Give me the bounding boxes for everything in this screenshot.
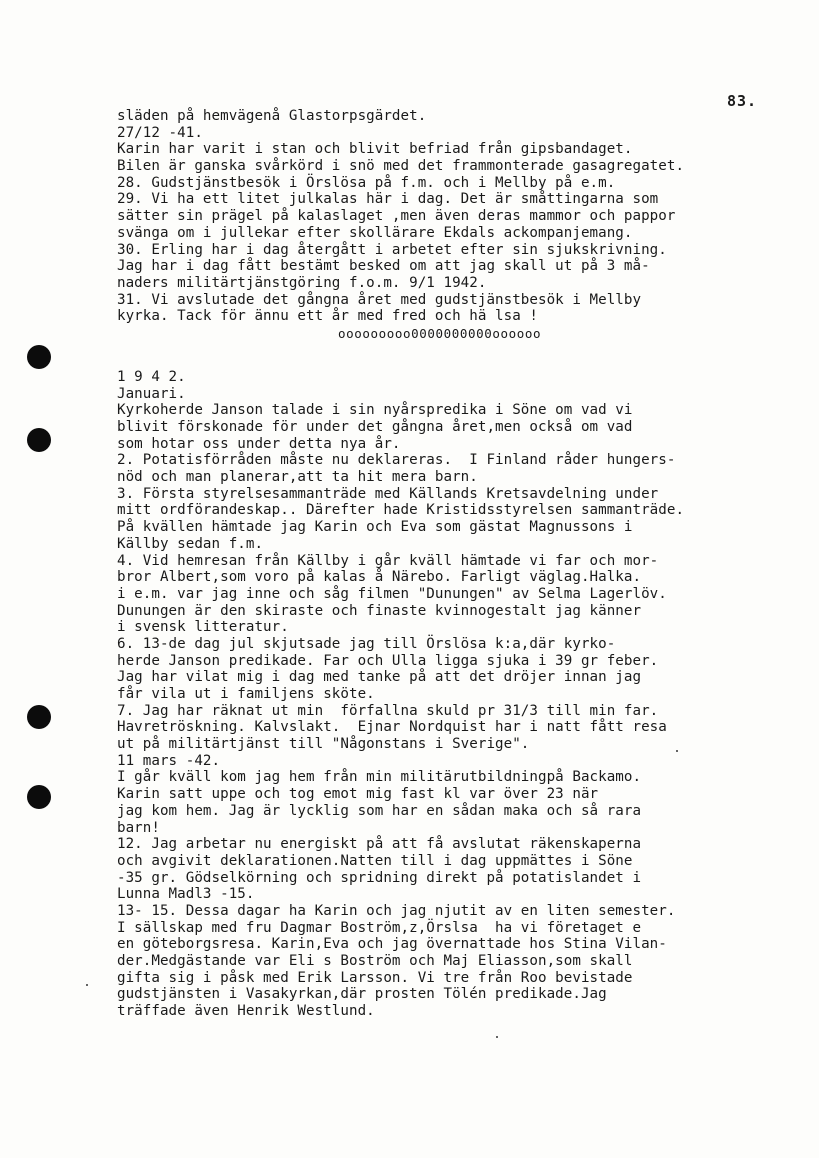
text-line: 2. Potatisförråden måste nu deklareras. I Finland råder hungers- [117, 452, 676, 469]
text-line: der.Medgästande var Eli s Boström och Maj Eliasson,som skall [117, 953, 633, 969]
text-line: och avgivit deklarationen.Natten till i dag uppmättes i Söne [117, 852, 633, 869]
text-line: Kyrkoherde Janson talade i sin nyårspredika i Söne om vad vi [117, 402, 633, 419]
scan-speck [86, 984, 88, 986]
separator-line: ooooooooo0000000000oooooo [338, 325, 542, 341]
text-line: nöd och man planerar,att ta hit mera barn. [117, 469, 478, 486]
text-line: blivit förskonade för under det gångna året,men också om vad [117, 419, 633, 435]
text-line: gudstjänsten i Vasakyrkan,där prosten Tölén predikade.Jag [117, 986, 607, 1003]
text-line: i svensk litteratur. [117, 619, 289, 636]
page-number: 83. [727, 92, 758, 110]
text-line: Lunna Madl3 -15. [117, 886, 255, 903]
text-line: i e.m. var jag inne och såg filmen "Dunungen" av Selma Lagerlöv. [117, 585, 667, 602]
text-line: släden på hemvägenå Glastorpsgärdet. [117, 108, 427, 124]
punch-hole [27, 345, 51, 369]
text-line: I sällskap med fru Dagmar Boström,z,Örslsa ha vi företaget e [117, 919, 642, 936]
text-line: Jag har i dag fått bestämt besked om att jag skall ut på 3 må- [117, 258, 650, 275]
spacer [117, 342, 797, 369]
text-line: 31. Vi avslutade det gångna året med gudstjänstbesök i Mellby [117, 291, 642, 308]
text-line: 6. 13-de dag jul skjutsade jag till Örslösa k:a,där kyrko- [117, 635, 616, 652]
text-line: 11 mars -42. [117, 752, 221, 769]
text-line: gifta sig i påsk med Erik Larsson. Vi tre från Roo bevistade [117, 969, 633, 986]
text-line: kyrka. Tack för ännu ett år med fred och hä lsa ! [117, 308, 538, 325]
text-line: bror Albert,som voro på kalas å Närebo. Farligt väglag.Halka. [117, 569, 642, 586]
text-line: ut på militärtjänst till "Någonstans i Sverige". [117, 736, 530, 753]
text-line: Jag har vilat mig i dag med tanke på att det dröjer innan jag [117, 669, 642, 686]
punch-hole [27, 785, 51, 809]
entries-1941 [117, 108, 797, 325]
text-line: Karin har varit i stan och blivit befriad från gipsbandaget. [117, 141, 633, 158]
text-line: mitt ordförandeskap.. Därefter hade Kristidsstyrelsen sammanträde. [117, 502, 685, 519]
text-line: 29. Vi ha ett litet julkalas här i dag. Det är småttingarna som [117, 191, 659, 208]
punch-hole [27, 428, 51, 452]
text-line: barn! [117, 819, 160, 836]
text-line: svänga om i jullekar efter skollärare Ekdals ackompanjemang. [117, 224, 633, 241]
diary-text [117, 108, 797, 1020]
text-line: 30. Erling har i dag återgått i arbetet efter sin sjukskrivning. [117, 241, 667, 258]
punch-hole [27, 705, 51, 729]
text-line: 13- 15. Dessa dagar ha Karin och jag njutit av en liten semester. [117, 902, 676, 919]
text-line: Havretröskning. Kalvslakt. Ejnar Nordquist har i natt fått resa [117, 719, 667, 736]
entries-1942 [117, 369, 797, 1020]
text-line: Källby sedan f.m. [117, 535, 264, 552]
text-line: herde Janson predikade. Far och Ulla ligga sjuka i 39 gr feber. [117, 652, 659, 669]
text-line: 12. Jag arbetar nu energiskt på att få avslutat räkenskaperna [117, 836, 642, 853]
text-line: I går kväll kom jag hem från min militärutbildningpå Backamo. [117, 769, 642, 786]
text-line: -35 gr. Gödselkörning och spridning direkt på potatislandet i [117, 869, 642, 886]
text-line: Karin satt uppe och tog emot mig fast kl var över 23 när [117, 786, 599, 803]
text-line: naders militärtjänstgöring f.o.m. 9/1 1942. [117, 274, 487, 291]
text-line: 3. Första styrelsesammanträde med Källands Kretsavdelning under [117, 485, 659, 502]
text-line: får vila ut i familjens sköte. [117, 686, 375, 702]
text-line: På kvällen hämtade jag Karin och Eva som gästat Magnussons i [117, 519, 633, 536]
text-line: Januari. [117, 385, 186, 402]
text-line: en göteborgsresa. Karin,Eva och jag övernattade hos Stina Vilan- [117, 936, 667, 953]
text-line: som hotar oss under detta nya år. [117, 435, 401, 452]
text-line: 4. Vid hemresan från Källby i går kväll hämtade vi far och mor- [117, 552, 659, 569]
scan-speck [496, 1036, 498, 1038]
text-line: Bilen är ganska svårkörd i snö med det frammonterade gasagregatet. [117, 158, 685, 175]
text-line: 28. Gudstjänstbesök i Örslösa på f.m. och i Mellby på e.m. [117, 174, 616, 191]
text-line: Dunungen är den skiraste och finaste kvinnogestalt jag känner [117, 602, 642, 619]
text-line: sätter sin prägel på kalaslaget ,men även deras mammor och pappor [117, 208, 676, 225]
text-line: träffade även Henrik Westlund. [117, 1003, 375, 1020]
text-line: 1 9 4 2. [117, 368, 186, 385]
text-line: 27/12 -41. [117, 124, 203, 141]
text-line: jag kom hem. Jag är lycklig som har en sådan maka och så rara [117, 802, 642, 819]
text-line: 7. Jag har räknat ut min förfallna skuld pr 31/3 till min far. [117, 702, 659, 719]
